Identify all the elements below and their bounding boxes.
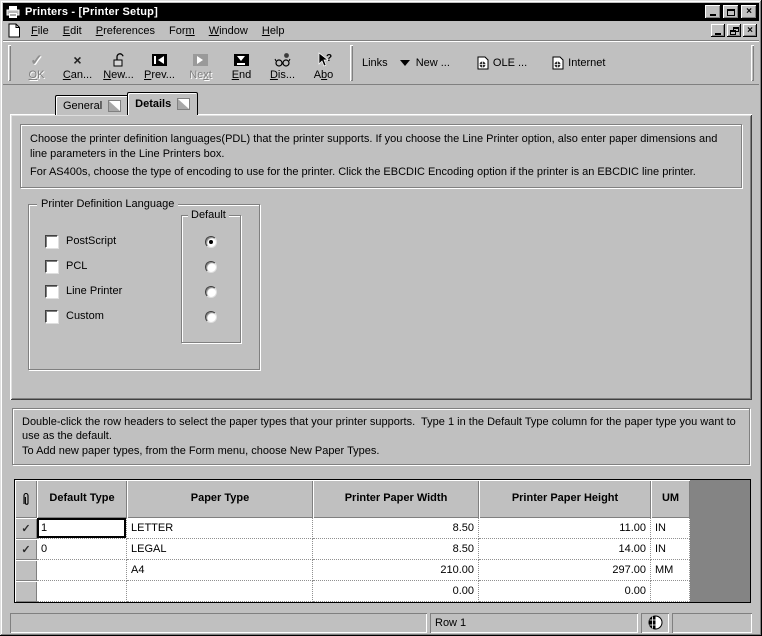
- cell-height-3[interactable]: 297.00: [479, 560, 651, 581]
- table-row: [15, 518, 690, 539]
- close-icon: ×: [746, 6, 752, 17]
- default-groupbox: [181, 208, 241, 343]
- default-radio-custom[interactable]: [205, 311, 217, 323]
- next-record-icon: [193, 54, 208, 66]
- table-row: [15, 581, 690, 602]
- displays-icon: [274, 52, 291, 68]
- cell-default-type-4[interactable]: [37, 581, 127, 602]
- mdi-close-icon: ×: [747, 24, 753, 36]
- links-label: Links: [362, 57, 388, 69]
- col-header-paper-type[interactable]: Paper Type: [127, 480, 313, 518]
- padlock-icon: [111, 52, 127, 68]
- cancel-button[interactable]: × Can...: [57, 43, 98, 83]
- pdl-instruction-line-1: Choose the printer definition languages(PDL) that the printer supports. If you choose the Line Printer option, also enter paper dimensions and line parameters in the Line Printers box.: [30, 133, 721, 160]
- links-band-grip[interactable]: [350, 45, 353, 81]
- custom-label: Custom: [66, 310, 104, 323]
- mdi-minimize-icon: [715, 33, 721, 35]
- cell-width-4[interactable]: 0.00: [313, 581, 479, 602]
- col-header-um[interactable]: UM: [651, 480, 690, 518]
- cell-um-2[interactable]: IN: [651, 539, 690, 560]
- cell-paper-type-2[interactable]: LEGAL: [127, 539, 313, 560]
- cell-um-3[interactable]: MM: [651, 560, 690, 581]
- page-globe-icon: [477, 56, 489, 70]
- printer-icon: [5, 5, 21, 19]
- prev-button[interactable]: Prev...: [139, 43, 180, 83]
- status-bar: [10, 613, 752, 633]
- cell-width-3[interactable]: 210.00: [313, 560, 479, 581]
- toolbar-right-grip[interactable]: [751, 45, 754, 81]
- cell-um-4[interactable]: [651, 581, 690, 602]
- cell-width-1[interactable]: 8.50: [313, 518, 479, 539]
- toolbar: [3, 41, 759, 85]
- close-button[interactable]: [741, 5, 757, 19]
- default-group-title: Default: [188, 209, 229, 221]
- next-button[interactable]: Next: [180, 43, 221, 83]
- tab-corner-icon: [177, 98, 190, 110]
- status-globe-panel: [641, 613, 669, 633]
- line-printer-checkbox-box[interactable]: [45, 285, 58, 298]
- col-header-default-type[interactable]: Default Type: [37, 480, 127, 518]
- pcl-label: PCL: [66, 260, 88, 273]
- menu-preferences[interactable]: Preferences: [95, 24, 156, 37]
- internet-button[interactable]: Internet: [549, 54, 608, 72]
- pdl-checkbox-column: [45, 235, 122, 323]
- prev-record-icon: [152, 54, 167, 66]
- cell-default-type-2[interactable]: 0: [37, 539, 127, 560]
- checkbox-line-printer[interactable]: [45, 285, 122, 298]
- postscript-label: PostScript: [66, 235, 117, 248]
- minimize-icon: [710, 14, 716, 16]
- col-header-printer-paper-height[interactable]: Printer Paper Height: [479, 480, 651, 518]
- grid-scroll-filler: [690, 480, 750, 602]
- paper-instruction-line-1: Double-click the row headers to select the paper types that your printer supports. Type 1 in the Default Type column for the paper type you want to use as the default.: [22, 416, 739, 443]
- mdi-close-button[interactable]: [743, 24, 757, 37]
- cell-width-2[interactable]: 8.50: [313, 539, 479, 560]
- new-button[interactable]: New...: [98, 43, 139, 83]
- cell-height-1[interactable]: 11.00: [479, 518, 651, 539]
- tab-details-label: Details: [135, 98, 172, 110]
- window-title: Printers - [Printer Setup]: [25, 6, 158, 18]
- row-header-2[interactable]: [15, 539, 37, 560]
- default-radio-pcl[interactable]: [205, 261, 217, 273]
- dropdown-arrow-icon: [400, 60, 410, 66]
- default-radio-column: [205, 236, 217, 323]
- tab-details[interactable]: [127, 92, 198, 115]
- row-header-1[interactable]: [15, 518, 37, 539]
- cell-paper-type-1[interactable]: LETTER: [127, 518, 313, 539]
- paper-instructions: [12, 408, 750, 465]
- pdl-group-title: Printer Definition Language: [37, 198, 178, 210]
- menu-file[interactable]: File: [31, 24, 49, 37]
- title-bar: [3, 3, 759, 21]
- status-right-panel: [672, 613, 752, 633]
- status-message-panel: [10, 613, 427, 633]
- tab-strip: [55, 92, 759, 115]
- cell-paper-type-4[interactable]: [127, 581, 313, 602]
- cell-default-type-3[interactable]: [37, 560, 127, 581]
- checkbox-postscript[interactable]: [45, 235, 122, 248]
- tab-general-label: General: [63, 99, 103, 112]
- cell-height-2[interactable]: 14.00: [479, 539, 651, 560]
- menu-form[interactable]: Form: [169, 24, 195, 37]
- default-radio-line-printer[interactable]: [205, 286, 217, 298]
- row-header-4[interactable]: [15, 581, 37, 602]
- pdl-instruction-line-2: For AS400s, choose the type of encoding to use for the printer. Click the EBCDIC Encoding option if the printer is an EBCDIC line printer.: [30, 165, 696, 178]
- pcl-checkbox-box[interactable]: [45, 260, 58, 273]
- minimize-button[interactable]: [705, 5, 721, 19]
- tab-general[interactable]: [55, 95, 129, 115]
- cell-height-4[interactable]: 0.00: [479, 581, 651, 602]
- displays-button[interactable]: Dis...: [262, 43, 303, 83]
- paper-types-grid: [14, 479, 751, 603]
- ok-button[interactable]: ✓ OK: [16, 43, 57, 83]
- svg-text:?: ?: [325, 52, 332, 64]
- form-page-icon[interactable]: [5, 23, 22, 38]
- end-record-icon: [234, 54, 249, 66]
- tab-corner-icon: [108, 100, 121, 112]
- cancel-x-icon: ×: [73, 51, 82, 68]
- links-dropdown-button[interactable]: New ...: [397, 55, 453, 71]
- globe-icon: [648, 615, 663, 630]
- menu-edit[interactable]: Edit: [62, 24, 82, 37]
- table-row: [15, 539, 690, 560]
- menu-bar: [3, 21, 759, 41]
- about-icon: [316, 52, 332, 68]
- ok-check-icon: ✓: [30, 51, 43, 69]
- cell-um-1[interactable]: IN: [651, 518, 690, 539]
- page-globe-icon: [552, 56, 564, 70]
- mdi-restore-icon: [730, 27, 739, 35]
- postscript-checkbox-box[interactable]: [45, 235, 58, 248]
- checkmark-icon: ✓: [21, 522, 31, 535]
- paper-instruction-line-2: To Add new paper types, from the Form menu, choose New Paper Types.: [22, 444, 380, 457]
- cell-default-type-1[interactable]: 1: [37, 518, 127, 539]
- custom-checkbox-box[interactable]: [45, 310, 58, 323]
- details-tab-panel: [10, 114, 752, 400]
- mdi-minimize-button[interactable]: [711, 24, 725, 37]
- paperclip-icon: [21, 491, 31, 507]
- row-header-3[interactable]: [15, 560, 37, 581]
- maximize-icon: [727, 9, 735, 16]
- line-printer-label: Line Printer: [66, 285, 123, 298]
- pdl-instructions: [20, 124, 742, 188]
- ole-button[interactable]: OLE ...: [474, 54, 530, 72]
- grid-header-row: [15, 480, 690, 518]
- status-row-panel: [430, 613, 638, 633]
- links-section: [358, 43, 608, 83]
- end-button[interactable]: End: [221, 43, 262, 83]
- grid-corner-header[interactable]: [15, 480, 37, 518]
- checkbox-pcl[interactable]: [45, 260, 122, 273]
- checkmark-icon: ✓: [21, 543, 31, 556]
- menu-window[interactable]: Window: [208, 24, 248, 37]
- menu-help[interactable]: Help: [261, 24, 285, 37]
- toolbar-grip[interactable]: [8, 45, 11, 81]
- table-row: [15, 560, 690, 581]
- cell-paper-type-3[interactable]: A4: [127, 560, 313, 581]
- default-radio-postscript[interactable]: [205, 236, 217, 248]
- row-indicator: Row 1: [435, 616, 467, 629]
- about-button[interactable]: ? Abo: [303, 43, 344, 83]
- maximize-button[interactable]: [723, 5, 739, 19]
- col-header-printer-paper-width[interactable]: Printer Paper Width: [313, 480, 479, 518]
- checkbox-custom[interactable]: [45, 310, 122, 323]
- pdl-groupbox: [28, 197, 260, 370]
- mdi-restore-button[interactable]: [727, 24, 741, 37]
